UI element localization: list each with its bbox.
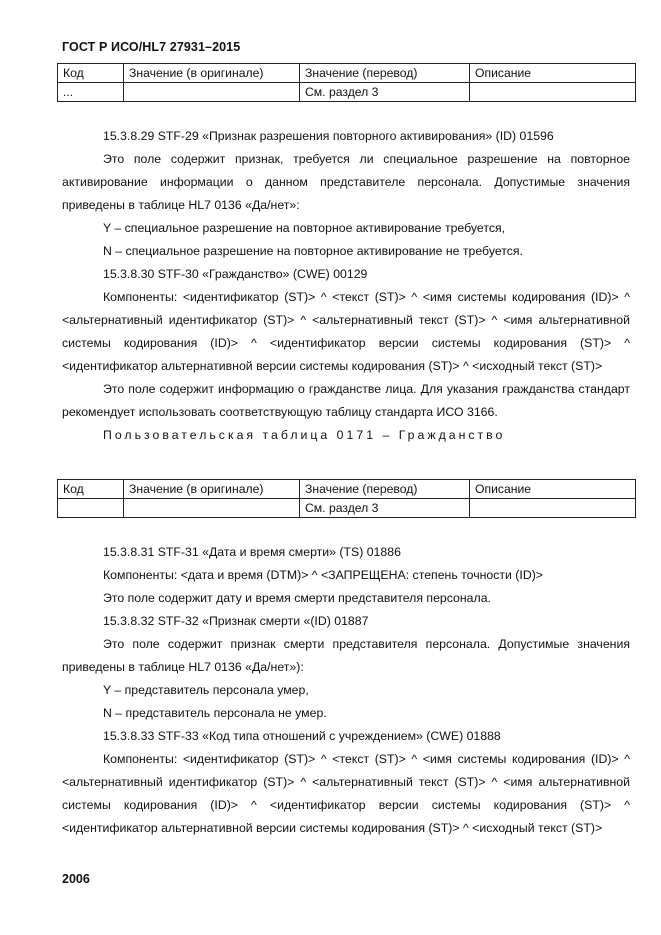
paragraph: Это поле содержит признак, требуется ли специальное разрешение на повторное активирование информации о данном представителе персонала. Допустимые значения приведены в таблице HL7 0136 «Да/нет»: (62, 152, 630, 212)
table-cell: См. раздел 3 (300, 499, 470, 518)
header-cell: Значение (в оригинале) (124, 480, 300, 499)
list-item: Y – представитель персонала умер, (103, 683, 309, 697)
header-cell: Значение (перевод) (300, 480, 470, 499)
table-cell (470, 499, 636, 518)
table-cell: См. раздел 3 (300, 83, 470, 102)
paragraph: Это поле содержит дату и время смерти представителя персонала. (103, 591, 491, 605)
header-cell: Описание (470, 480, 636, 499)
paragraph: Компоненты: <дата и время (DTM)> ^ <ЗАПРЕЩЕНА: степень точности (ID)> (103, 568, 543, 582)
table-cell: ... (58, 83, 124, 102)
table-cell (124, 83, 300, 102)
table-header-row (58, 480, 636, 499)
list-item: N – специальное разрешение на повторное активирование не требуется. (103, 244, 523, 258)
section-stf31-stf33 (62, 541, 630, 840)
table-row (58, 499, 636, 518)
header-cell: Код (58, 64, 124, 83)
paragraph: Компоненты: <идентификатор (ST)> ^ <текст (ST)> ^ <имя системы кодирования (ID)> ^ <альтернативный идентификатор (ST)> ^ <альтернативный текст (ST)> ^ <имя альтернативной системы кодирования (ID)> ^ <идентификатор версии системы кодирования (ST)> ^ <идентификатор альтернативной версии системы кодирования (ST)> ^ <исходный текст (ST)> (62, 290, 630, 373)
header-cell: Код (58, 480, 124, 499)
section-heading: 15.3.8.30 STF-30 «Гражданство» (CWE) 00129 (103, 267, 368, 281)
paragraph: Компоненты: <идентификатор (ST)> ^ <текст (ST)> ^ <имя системы кодирования (ID)> ^ <альтернативный идентификатор (ST)> ^ <альтернативный текст (ST)> ^ <имя альтернативной системы кодирования (ID)> ^ <идентификатор версии системы кодирования (ST)> ^ <идентификатор альтернативной версии системы кодирования (ST)> ^ <исходный текст (ST)> (62, 752, 630, 835)
paragraph: Это поле содержит информацию о гражданстве лица. Для указания гражданства стандарт рекомендует использовать соответствующую таблицу стандарта ИСО 3166. (62, 382, 630, 419)
page-number: 2006 (62, 872, 90, 886)
code-table-2 (57, 479, 636, 518)
list-item: Y – специальное разрешение на повторное активирование требуется, (103, 221, 506, 235)
table-cell (124, 499, 300, 518)
document-header: ГОСТ Р ИСО/HL7 27931–2015 (62, 40, 241, 54)
list-item: N – представитель персонала не умер. (103, 706, 327, 720)
section-heading: 15.3.8.33 STF-33 «Код типа отношений с учреждением» (CWE) 01888 (103, 729, 501, 743)
section-stf29-stf30 (62, 125, 630, 447)
paragraph: Это поле содержит признак смерти представителя персонала. Допустимые значения приведены в таблице HL7 0136 «Да/нет»): (62, 637, 630, 674)
table-caption: Пользовательская таблица 0171 – Гражданство (103, 428, 506, 442)
table-cell (470, 83, 636, 102)
table-row (58, 83, 636, 102)
header-cell: Значение (перевод) (300, 64, 470, 83)
header-cell: Значение (в оригинале) (124, 64, 300, 83)
section-heading: 15.3.8.29 STF-29 «Признак разрешения повторного активирования» (ID) 01596 (103, 129, 554, 143)
table-cell (58, 499, 124, 518)
header-cell: Описание (470, 64, 636, 83)
section-heading: 15.3.8.32 STF-32 «Признак смерти «(ID) 01887 (103, 614, 369, 628)
table-header-row (58, 64, 636, 83)
section-heading: 15.3.8.31 STF-31 «Дата и время смерти» (TS) 01886 (103, 545, 401, 559)
code-table-1 (57, 63, 636, 102)
